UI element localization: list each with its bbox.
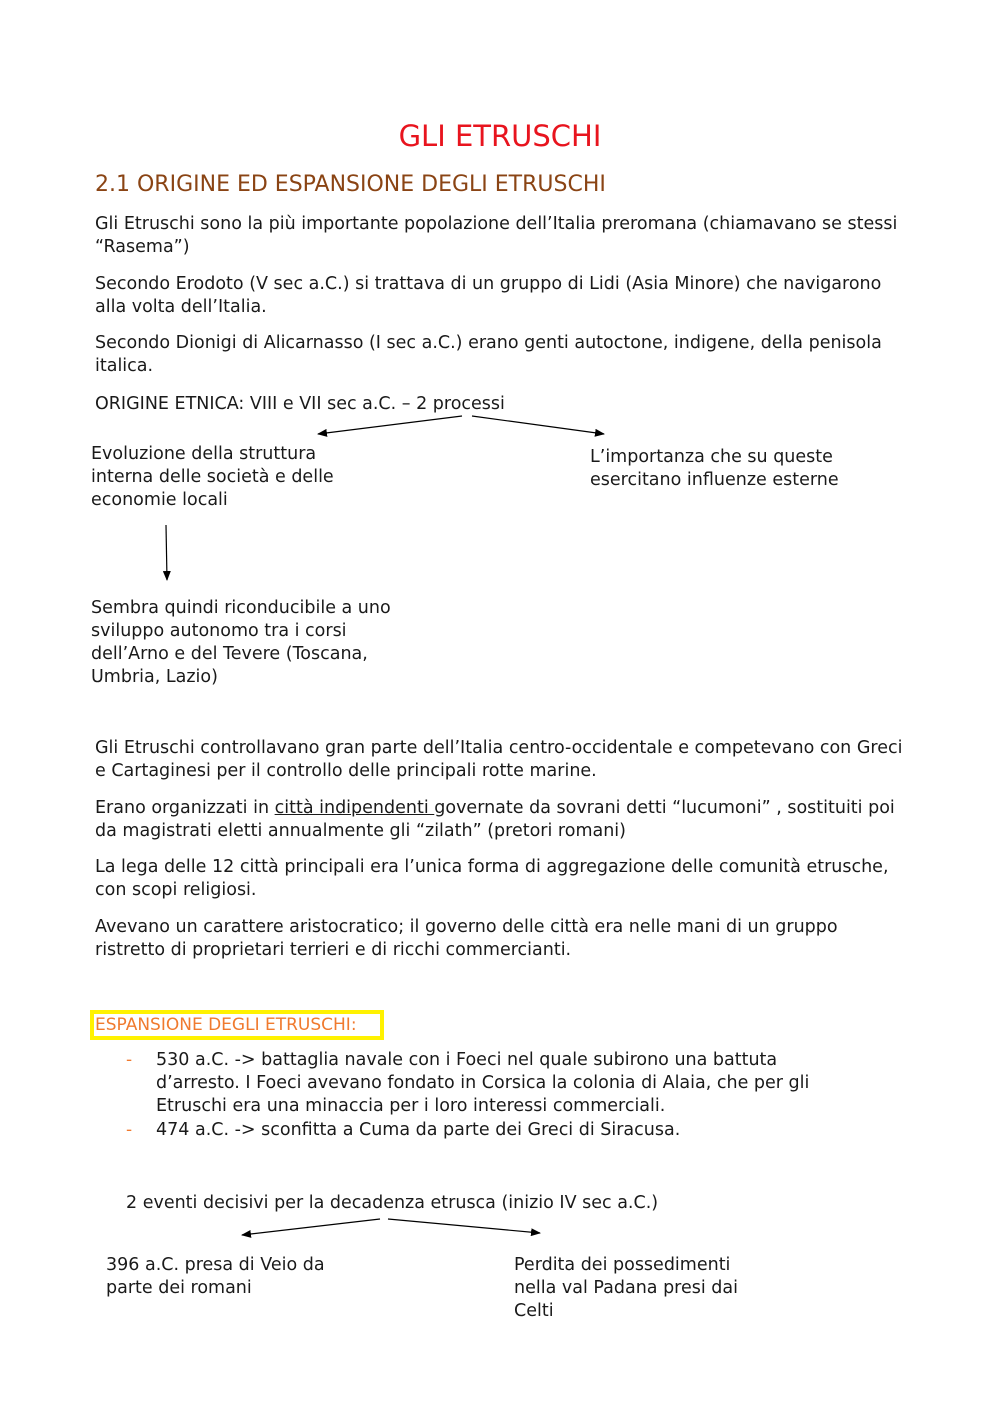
intro-paragraph-3: Secondo Dionigi di Alicarnasso (I sec a.C.) erano genti autoctone, indigene, della penisola italica. [95, 333, 882, 376]
arrow-left [242, 1219, 380, 1235]
decline-left-branch: 396 a.C. presa di Veio da parte dei romani [106, 1255, 325, 1298]
body-paragraph-1: Gli Etruschi controllavano gran parte dell’Italia centro-occidentale e competevano con Greci e Cartaginesi per il controllo delle principali rotte marine. [95, 738, 903, 781]
page-title: GLI ETRUSCHI [398, 119, 602, 153]
p2-post: governate da sovrani detti “lucumoni” , sostituiti poi da magistrati eletti annualmente gli “zilath” (pretori romani) [95, 798, 895, 841]
body-paragraph-4: Avevano un carattere aristocratico; il governo delle città era nelle mani di un gruppo ristretto di proprietari terrieri e di ricchi commercianti. [95, 917, 838, 960]
p2-pre: Erano organizzati in [95, 798, 275, 818]
expansion-heading: ESPANSIONE DEGLI ETRUSCHI: [95, 1015, 357, 1035]
bullet-marker: - [126, 1120, 133, 1140]
underlined-text: città indipendenti [274, 798, 435, 818]
decline-right-branch: Perdita dei possedimenti nella val Padana presi dai Celti [514, 1255, 738, 1321]
arrow-right [472, 416, 604, 434]
arrow-left [318, 416, 462, 434]
bullet-marker: - [126, 1050, 133, 1070]
decline-label: 2 eventi decisivi per la decadenza etrusca (inizio IV sec a.C.) [126, 1193, 659, 1213]
arrow-down [166, 525, 167, 580]
intro-paragraph-2: Secondo Erodoto (V sec a.C.) si trattava di un gruppo di Lidi (Asia Minore) che navigarono alla volta dell’Italia. [95, 274, 882, 317]
intro-paragraph-1: Gli Etruschi sono la più importante popolazione dell’Italia preromana (chiamavano se stessi “Rasema”) [95, 214, 898, 257]
section-heading: 2.1 ORIGINE ED ESPANSIONE DEGLI ETRUSCHI [95, 172, 606, 197]
body-paragraph-3: La lega delle 12 città principali era l’unica forma di aggregazione delle comunità etrusche, con scopi religiosi. [95, 857, 889, 900]
origin-left-branch: Evoluzione della struttura interna delle società e delle economie locali [91, 444, 334, 510]
list-item: 474 a.C. -> sconfitta a Cuma da parte dei Greci di Siracusa. [156, 1120, 681, 1140]
origin-label: ORIGINE ETNICA: VIII e VII sec a.C. – 2 processi [95, 394, 505, 414]
origin-conclusion: Sembra quindi riconducibile a uno sviluppo autonomo tra i corsi dell’Arno e del Tevere (Toscana, Umbria, Lazio) [91, 598, 391, 687]
list-item: 530 a.C. -> battaglia navale con i Foeci nel quale subirono una battuta d’arresto. I Foeci avevano fondato in Corsica la colonia di Alaia, che per gli Etruschi era una minaccia per i loro interessi commerciali. [156, 1050, 810, 1116]
arrow-right [388, 1219, 540, 1233]
origin-right-branch: L’importanza che su queste esercitano influenze esterne [590, 447, 839, 490]
